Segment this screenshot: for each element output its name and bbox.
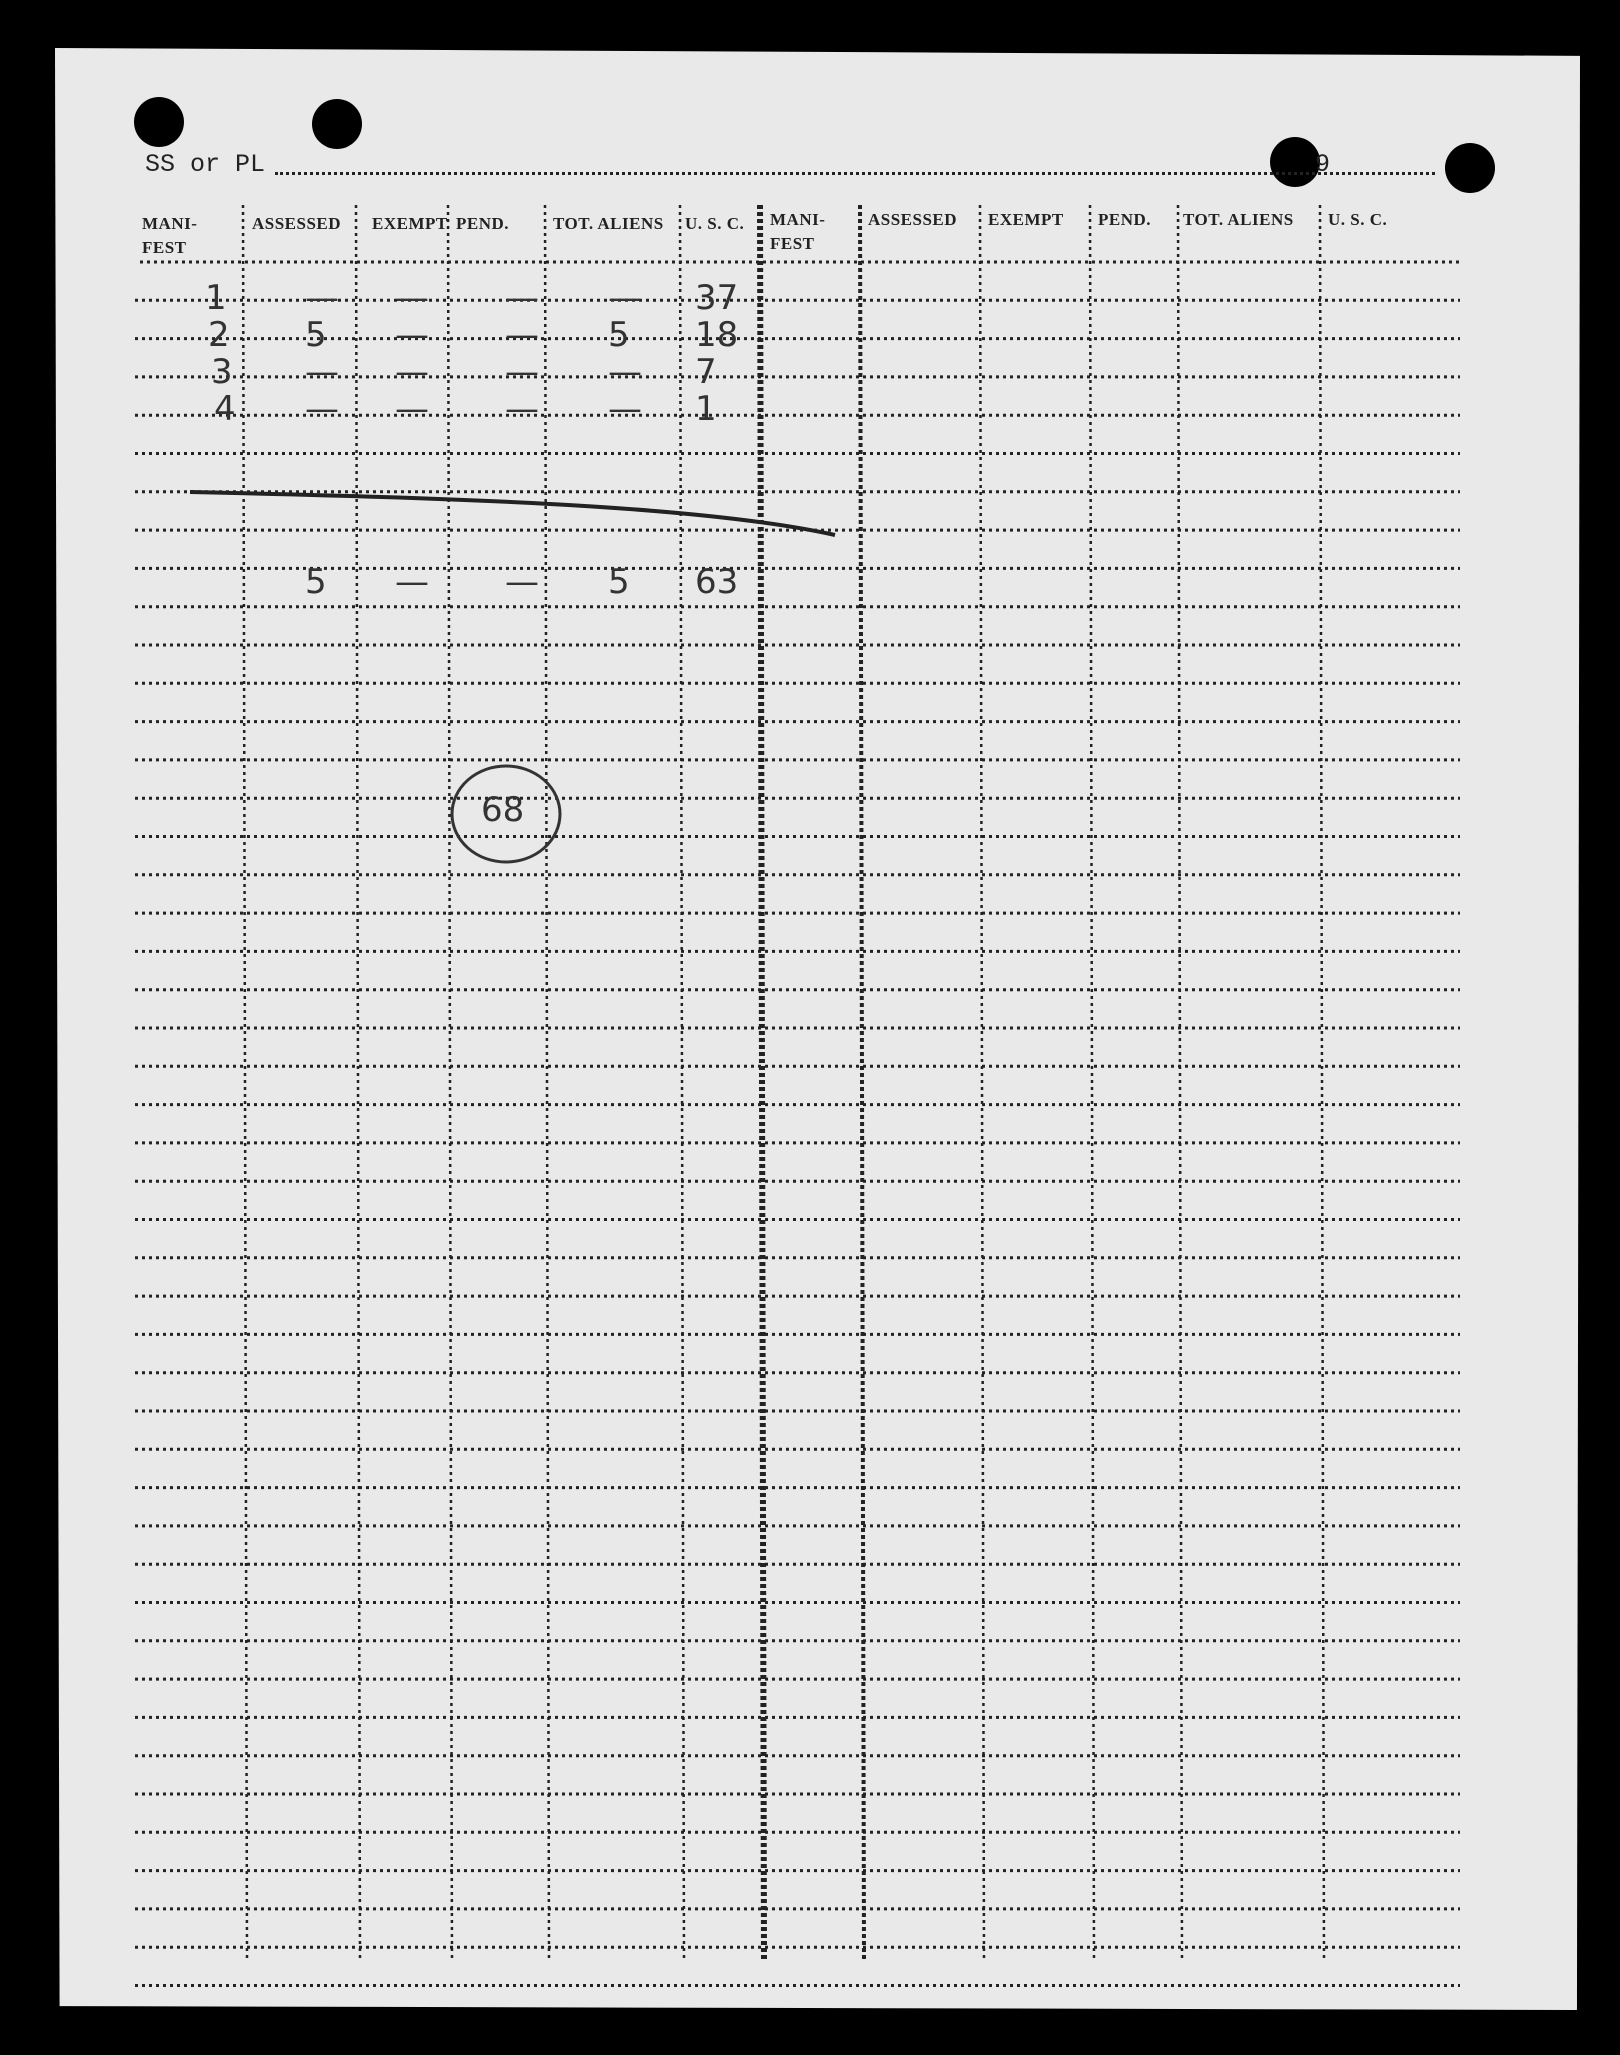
total-assessed: 5 — [305, 562, 327, 602]
column-rule — [545, 205, 549, 1960]
form-type-label: SS or PL — [145, 150, 266, 179]
total-underline-stroke — [190, 492, 835, 535]
entry-pend: — — [505, 389, 539, 429]
column-heading-left-5: U. S. C. — [685, 214, 745, 233]
column-heading-left-0: MANI- FEST — [142, 214, 198, 257]
column-heading-right-4: TOT. ALIENS — [1183, 210, 1294, 229]
entry-pend: — — [505, 278, 539, 318]
entry-assessed: 5 — [305, 315, 327, 355]
entry-manifest: 2 — [208, 315, 230, 355]
entry-manifest: 3 — [211, 352, 233, 392]
entry-usc: 1 — [695, 389, 717, 429]
entry-assessed: — — [305, 278, 339, 318]
total-usc: 63 — [695, 562, 739, 602]
entry-tot_aliens: — — [608, 278, 642, 318]
entry-tot_aliens: — — [608, 352, 642, 392]
entry-exempt: — — [395, 389, 429, 429]
column-rule — [1178, 205, 1182, 1960]
entry-pend: — — [505, 315, 539, 355]
column-rule — [243, 205, 247, 1960]
column-heading-right-2: EXEMPT — [988, 210, 1064, 229]
entry-exempt: — — [395, 315, 429, 355]
total-pend: — — [505, 562, 539, 602]
entry-manifest: 4 — [214, 389, 236, 429]
entry-tot_aliens: 5 — [608, 315, 630, 355]
column-rule — [448, 205, 452, 1960]
column-rule — [760, 205, 764, 1960]
entry-tot_aliens: — — [608, 389, 642, 429]
circled-total: 68 — [481, 790, 525, 830]
column-heading-right-0: MANI- FEST — [770, 210, 826, 253]
entry-pend: — — [505, 352, 539, 392]
entry-usc: 37 — [695, 278, 739, 318]
column-heading-left-2: EXEMPT — [372, 214, 448, 233]
column-heading-right-1: ASSESSED — [868, 210, 958, 229]
column-rule — [860, 205, 864, 1960]
column-heading-left-1: ASSESSED — [252, 214, 342, 233]
total-tot_aliens: 5 — [608, 562, 630, 602]
page-number-fragment: 9 — [1315, 150, 1331, 179]
column-rule — [1320, 205, 1324, 1960]
column-heading-right-5: U. S. C. — [1328, 210, 1388, 229]
total-exempt: — — [395, 562, 429, 602]
column-rule — [356, 205, 360, 1960]
entry-assessed: — — [305, 389, 339, 429]
entry-exempt: — — [395, 352, 429, 392]
entry-exempt: — — [395, 278, 429, 318]
column-heading-left-3: PEND. — [456, 214, 510, 233]
column-heading-right-3: PEND. — [1098, 210, 1152, 229]
column-heading-left-4: TOT. ALIENS — [553, 214, 664, 233]
entry-usc: 7 — [695, 352, 717, 392]
entry-assessed: — — [305, 352, 339, 392]
column-rule — [980, 205, 984, 1960]
column-rule — [1090, 205, 1094, 1960]
entry-usc: 18 — [695, 315, 739, 355]
column-rule — [680, 205, 684, 1960]
entry-manifest: 1 — [205, 278, 227, 318]
